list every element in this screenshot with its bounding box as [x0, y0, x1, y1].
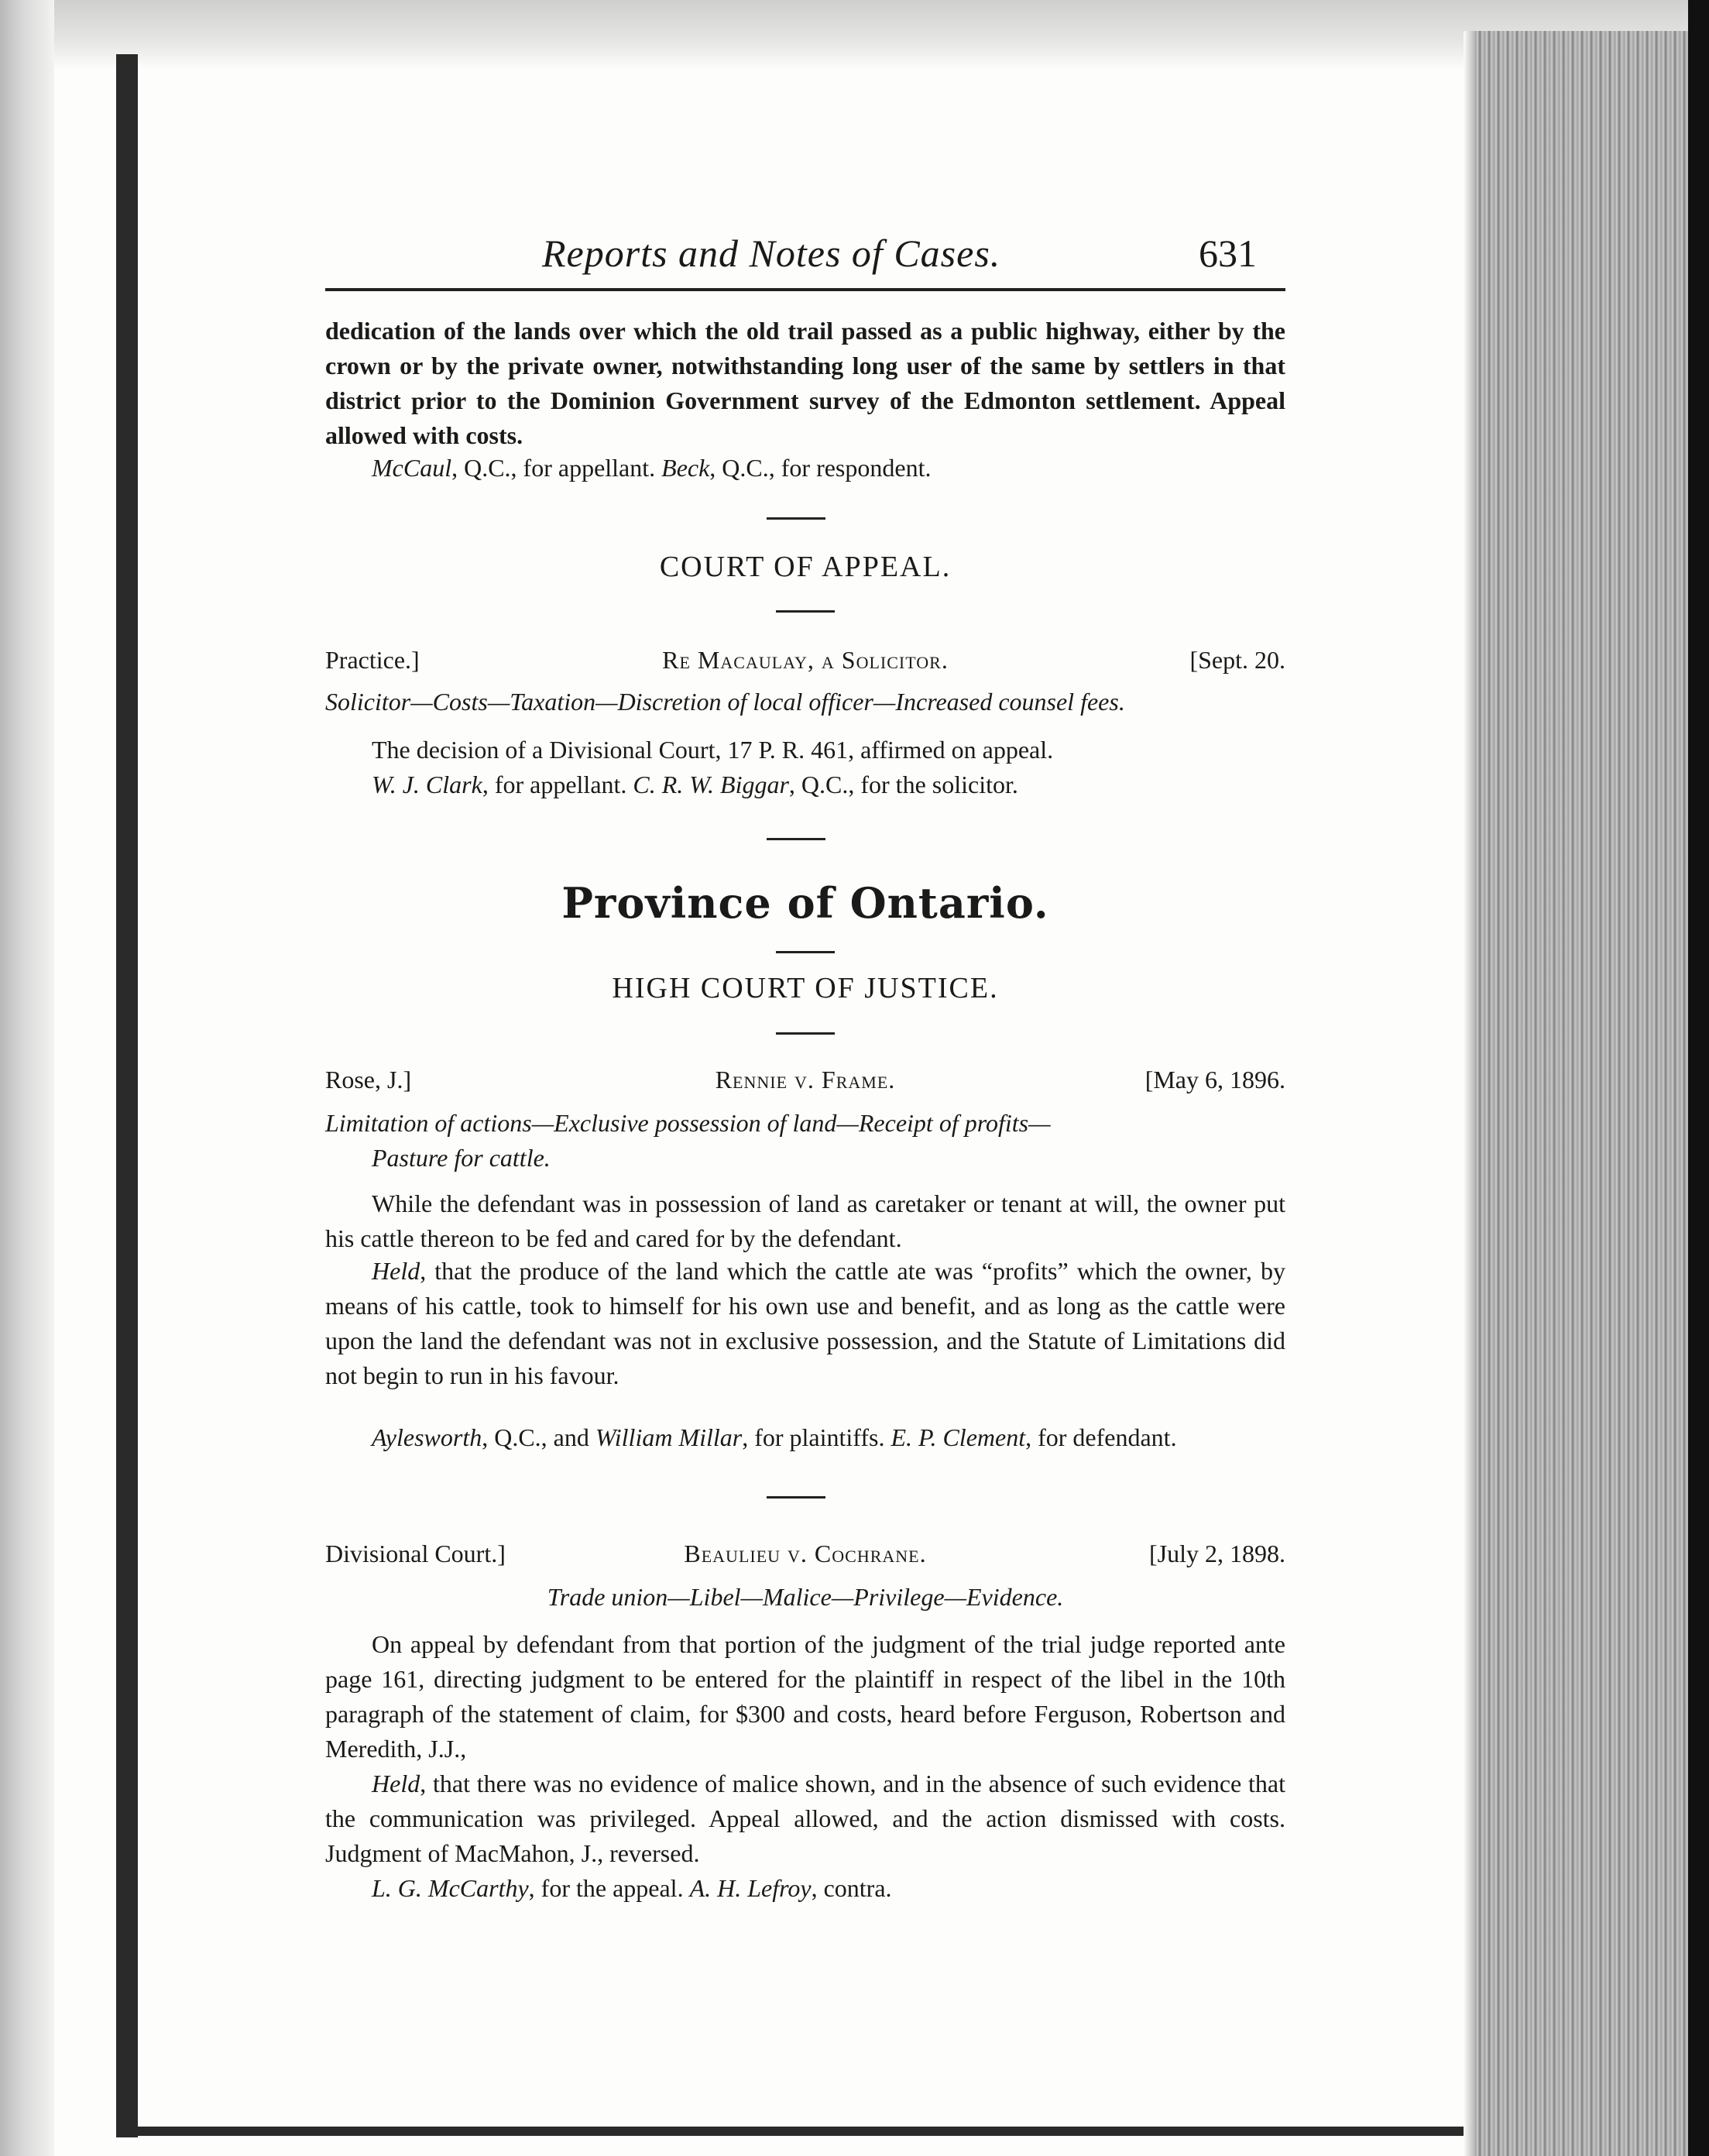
opening-counsel [325, 451, 1285, 486]
case-date: [May 6, 1896. [1144, 1066, 1285, 1093]
section-divider [767, 838, 825, 840]
counsel-role: , contra. [811, 1874, 892, 1902]
case-title: Rennie v. Frame. [715, 1066, 896, 1093]
case-holding: The decision of a Divisional Court, 17 P. R. 461, affirmed on appeal. [372, 736, 1054, 764]
counsel-name: William Millar [595, 1423, 743, 1451]
case-counsel [325, 1420, 1285, 1455]
case-court: Divisional Court.] [325, 1540, 506, 1567]
case-date: [Sept. 20. [1189, 646, 1285, 674]
counsel-name: McCaul [372, 454, 452, 482]
counsel-name: E. P. Clement [891, 1423, 1026, 1451]
held-label: Held [372, 1770, 420, 1797]
counsel-role: , Q.C., and [482, 1423, 595, 1451]
counsel-name: W. J. Clark [372, 771, 482, 798]
case-judge: Rose, J.] [325, 1066, 412, 1093]
case-held [325, 1254, 1285, 1393]
case-facts: While the defendant was in possession of land as caretaker or tenant at will, the owner put his cattle thereon to be fed and cared for by the defendant. [325, 1190, 1285, 1252]
court-heading: COURT OF APPEAL. [659, 551, 952, 583]
held-text: , that the produce of the land which the cattle ate was “profits” which the owner, by means of his cattle, took to himself for his own use and benefit, and as long as the cattle were upon the land the defendant was not in exclusive possession, and the Statute of Limitations did not begin to run in his favour. [325, 1257, 1285, 1389]
section-divider [776, 610, 835, 613]
counsel-name: Beck [661, 454, 710, 482]
case-title: Beaulieu v. Cochrane. [684, 1540, 927, 1567]
counsel-role: , for defendant. [1025, 1423, 1177, 1451]
counsel-role: , Q.C., for respondent. [709, 454, 932, 482]
held-label: Held [372, 1257, 420, 1285]
section-divider [767, 517, 825, 520]
opening-paragraph [325, 314, 1285, 453]
case-title: Re Macaulay, a Solicitor. [662, 646, 949, 674]
case-date: [July 2, 1898. [1149, 1540, 1285, 1567]
counsel-role: , for plaintiffs. [742, 1423, 891, 1451]
counsel-role: , Q.C., for the solicitor. [788, 771, 1018, 798]
opening-text: dedication of the lands over which the old trail passed as a public highway, either by the crown or by the private owner, notwithstanding long user of the same by settlers in that district prior to the Dominion Government survey of the Edmonton settlement. Appeal allowed with costs. [325, 317, 1285, 449]
catchwords-line: Limitation of actions—Exclusive possession of land—Receipt of profits— [325, 1109, 1051, 1137]
case-counsel [325, 1871, 1285, 1906]
header-rule [325, 288, 1285, 291]
counsel-name: Aylesworth [372, 1423, 482, 1451]
counsel-role: , for appellant. [482, 771, 627, 798]
section-divider [776, 951, 835, 953]
case-catchwords: Solicitor—Costs—Taxation—Discretion of local officer—Increased counsel fees. [325, 688, 1125, 716]
counsel-role: , for the appeal. [528, 1874, 690, 1902]
counsel-name: A. H. Lefroy [689, 1874, 812, 1902]
counsel-role: , Q.C., for appellant. [451, 454, 656, 482]
case-held [325, 1766, 1285, 1871]
section-divider [767, 1496, 825, 1499]
case-catchwords [325, 1106, 1285, 1176]
section-divider [776, 1032, 835, 1035]
case-counsel [325, 767, 1285, 802]
counsel-name: C. R. W. Biggar [633, 771, 789, 798]
held-text: , that there was no evidence of malice shown, and in the absence of such evidence that the communication was privileged. Appeal allowed, and the action dismissed with costs. Judgment of MacMahon, J., reversed. [325, 1770, 1285, 1867]
case-practice-label: Practice.] [325, 646, 420, 674]
province-heading: Province of Ontario. [561, 878, 1049, 928]
case-facts: On appeal by defendant from that portion of the judgment of the trial judge reported ante page 161, directing judgment to be entered for the plaintiff in respect of the libel in the 10th paragraph of the statement of claim, for $300 and costs, heard before Ferguson, Robertson and Meredith, J.J., [325, 1630, 1285, 1763]
counsel-name: L. G. McCarthy [372, 1874, 529, 1902]
page-number: 631 [1199, 232, 1257, 275]
court-heading: HIGH COURT OF JUSTICE. [612, 972, 999, 1004]
running-head: Reports and Notes of Cases. [542, 232, 1001, 275]
catchwords-line: Pasture for cattle. [372, 1144, 551, 1172]
case-catchwords: Trade union—Libel—Malice—Privilege—Evidence. [547, 1583, 1064, 1611]
